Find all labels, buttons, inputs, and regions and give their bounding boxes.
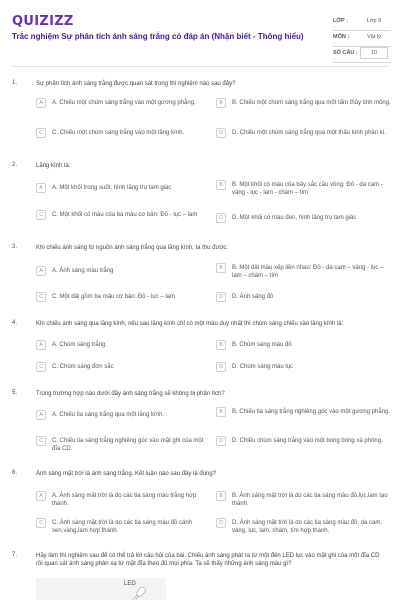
option-text: D. Chiếu chùm sáng trắng vào một bong bóng xà phòng. (232, 438, 383, 444)
question-number: 4. (12, 320, 18, 326)
option-letter: A (36, 340, 46, 350)
option-text: D. Chùm sáng màu lục (232, 364, 294, 370)
option-letter: D (216, 518, 226, 528)
meta-label: SỐ CÂU : (333, 50, 358, 56)
option-text: C. Một khối có màu của ba màu cơ bản: Đỏ - lục – lam (52, 212, 198, 218)
option-letter: D (216, 128, 226, 138)
option-letter: A (36, 410, 46, 420)
question-number: 6. (12, 470, 18, 476)
option-text: C. Một dải gồm ba màu cơ bản: Đỏ - lục – lam (52, 294, 175, 300)
option-letter: C (36, 436, 46, 446)
option-text: A. Chùm sáng trắng (52, 342, 106, 348)
led-icon (36, 578, 166, 600)
meta-value: Lớp 9 (366, 18, 382, 24)
header-divider (12, 66, 388, 67)
meta-value: 10 (370, 50, 378, 56)
document-title: Trắc nghiệm Sự phân tích ánh sáng trắng có đáp án (Nhận biết - Thông hiểu) (12, 32, 304, 41)
option-letter: D (216, 362, 226, 372)
question-number: 7. (12, 552, 18, 558)
option-text: B. Chiếu tia sáng trắng nghiêng góc vào một gương phẳng. (232, 409, 391, 415)
option-text: A. Ánh sáng mặt trời là do các tia sáng màu trắng hợp thành. (52, 493, 197, 507)
option-letter: A (36, 183, 46, 193)
option-letter: C (36, 210, 46, 220)
option-text: A. Một khối trong suốt, hình lăng trụ tam giác (52, 185, 172, 191)
option-letter: D (216, 213, 226, 223)
question-text: Ánh sáng mặt trời là ánh sáng trắng. Kết luận nào sau đây là đúng? (36, 471, 217, 477)
option-text: D. Một khối có màu đen, hình lăng trụ tam giác (232, 215, 357, 221)
question-number: 2. (12, 162, 18, 168)
option-text: B. Ánh sáng mặt trời là do các tia sáng màu đỏ,lục,lam tạo thành. (232, 493, 388, 507)
option-letter: B (216, 491, 226, 501)
option-text: B. Chùm sáng màu đỏ (232, 342, 292, 348)
option-letter: A (36, 491, 46, 501)
option-letter: C (36, 362, 46, 372)
option-letter: A (36, 266, 46, 276)
option-text: B. Một dải màu xếp liền nhau: Đỏ - da cam – vàng - lục – lam – chàm – tím (232, 265, 384, 279)
option-text: C. Chiếu tia sáng trắng nghiêng góc vào mặt ghi của một đĩa CD. (52, 438, 204, 452)
question-text: Khi chiếu ánh sáng từ nguồn ánh sáng trắng qua lăng kính, ta thu được: (36, 245, 229, 251)
document-header (0, 0, 400, 72)
question-number: 1. (12, 80, 18, 86)
question-text: Lăng kính là: (36, 163, 71, 169)
meta-row-subject (333, 31, 391, 47)
meta-label: LỚP : (333, 18, 348, 24)
meta-row-grade (333, 15, 391, 31)
option-text: D. Ánh sáng đỏ (232, 294, 274, 300)
question-text: Khi chiếu ánh sáng qua lăng kính, nếu sau lăng kính chỉ có một màu duy nhất thì chùm sáng chiếu vào lăng kính là: (36, 321, 344, 327)
option-text: C. Ánh sáng mặt trời là do các tia sáng màu đỏ cánh sen,vàng,lam hợp thành. (52, 520, 193, 534)
question-text: Hãy làm thí nghiệm sau để có thể trả lời câu hỏi của bài. Chiếu ánh sáng phát ra từ một đèn LED lục vào mặt ghi của một đĩa CD rồi quan sát ánh sáng phản xạ từ mặt đĩa theo đủ mọi phía. Ta sẽ thấy những ánh sáng màu gì? (36, 553, 380, 567)
option-letter: D (216, 436, 226, 446)
option-text: B. Chiếu một chùm sáng trắng qua một tấm thủy tinh mỏng. (232, 100, 391, 106)
option-letter: C (36, 292, 46, 302)
led-label: LED (124, 581, 136, 587)
quizizz-logo (12, 14, 74, 28)
option-text: B. Một khối có màu của bảy sắc cầu vồng: Đỏ - da cam - vàng - lục - lam - chàm – tím (232, 182, 383, 196)
meta-info (333, 15, 391, 63)
question-text: Sự phân tích ánh sáng trắng được quan sát trong thí nghiệm nào sau đây? (36, 81, 236, 87)
option-letter: B (216, 98, 226, 108)
meta-value: Vật lý (367, 34, 381, 40)
logo-text: QUIZIZZ (12, 13, 74, 29)
meta-row-count (333, 47, 391, 63)
option-text: A. Ánh sáng màu trắng (52, 268, 114, 274)
question-text: Trong trường hợp nào dưới đây ánh sáng trắng sẽ không bị phân tích? (36, 391, 225, 397)
option-letter: C (36, 518, 46, 528)
option-letter: A (36, 98, 46, 108)
meta-label: MÔN : (333, 34, 350, 40)
option-text: A. Chiếu tia sáng trắng qua một lăng kính. (52, 412, 165, 418)
option-letter: C (36, 128, 46, 138)
option-letter: B (216, 263, 226, 273)
option-text: A. Chiếu một chùm sáng trắng vào một gương phẳng. (52, 100, 196, 106)
option-letter: B (216, 180, 226, 190)
led-experiment-image (36, 578, 166, 600)
question-number: 3. (12, 244, 18, 250)
question-number: 5. (12, 390, 18, 396)
option-letter: B (216, 407, 226, 417)
option-letter: D (216, 292, 226, 302)
option-text: C. Chiếu một chùm sáng trắng vào một lăng kính. (52, 130, 185, 136)
option-letter: B (216, 340, 226, 350)
option-text: C. Chùm sáng đơn sắc (52, 364, 114, 370)
option-text: D. Chiếu một chùm sáng trắng qua một thấu kính phân kì. (232, 130, 387, 136)
option-text: D. Ánh sáng mặt trời là do các tia sáng màu đỏ, da cam, vàng, lục, lam, chàm, tím hợp thành. (232, 520, 383, 534)
